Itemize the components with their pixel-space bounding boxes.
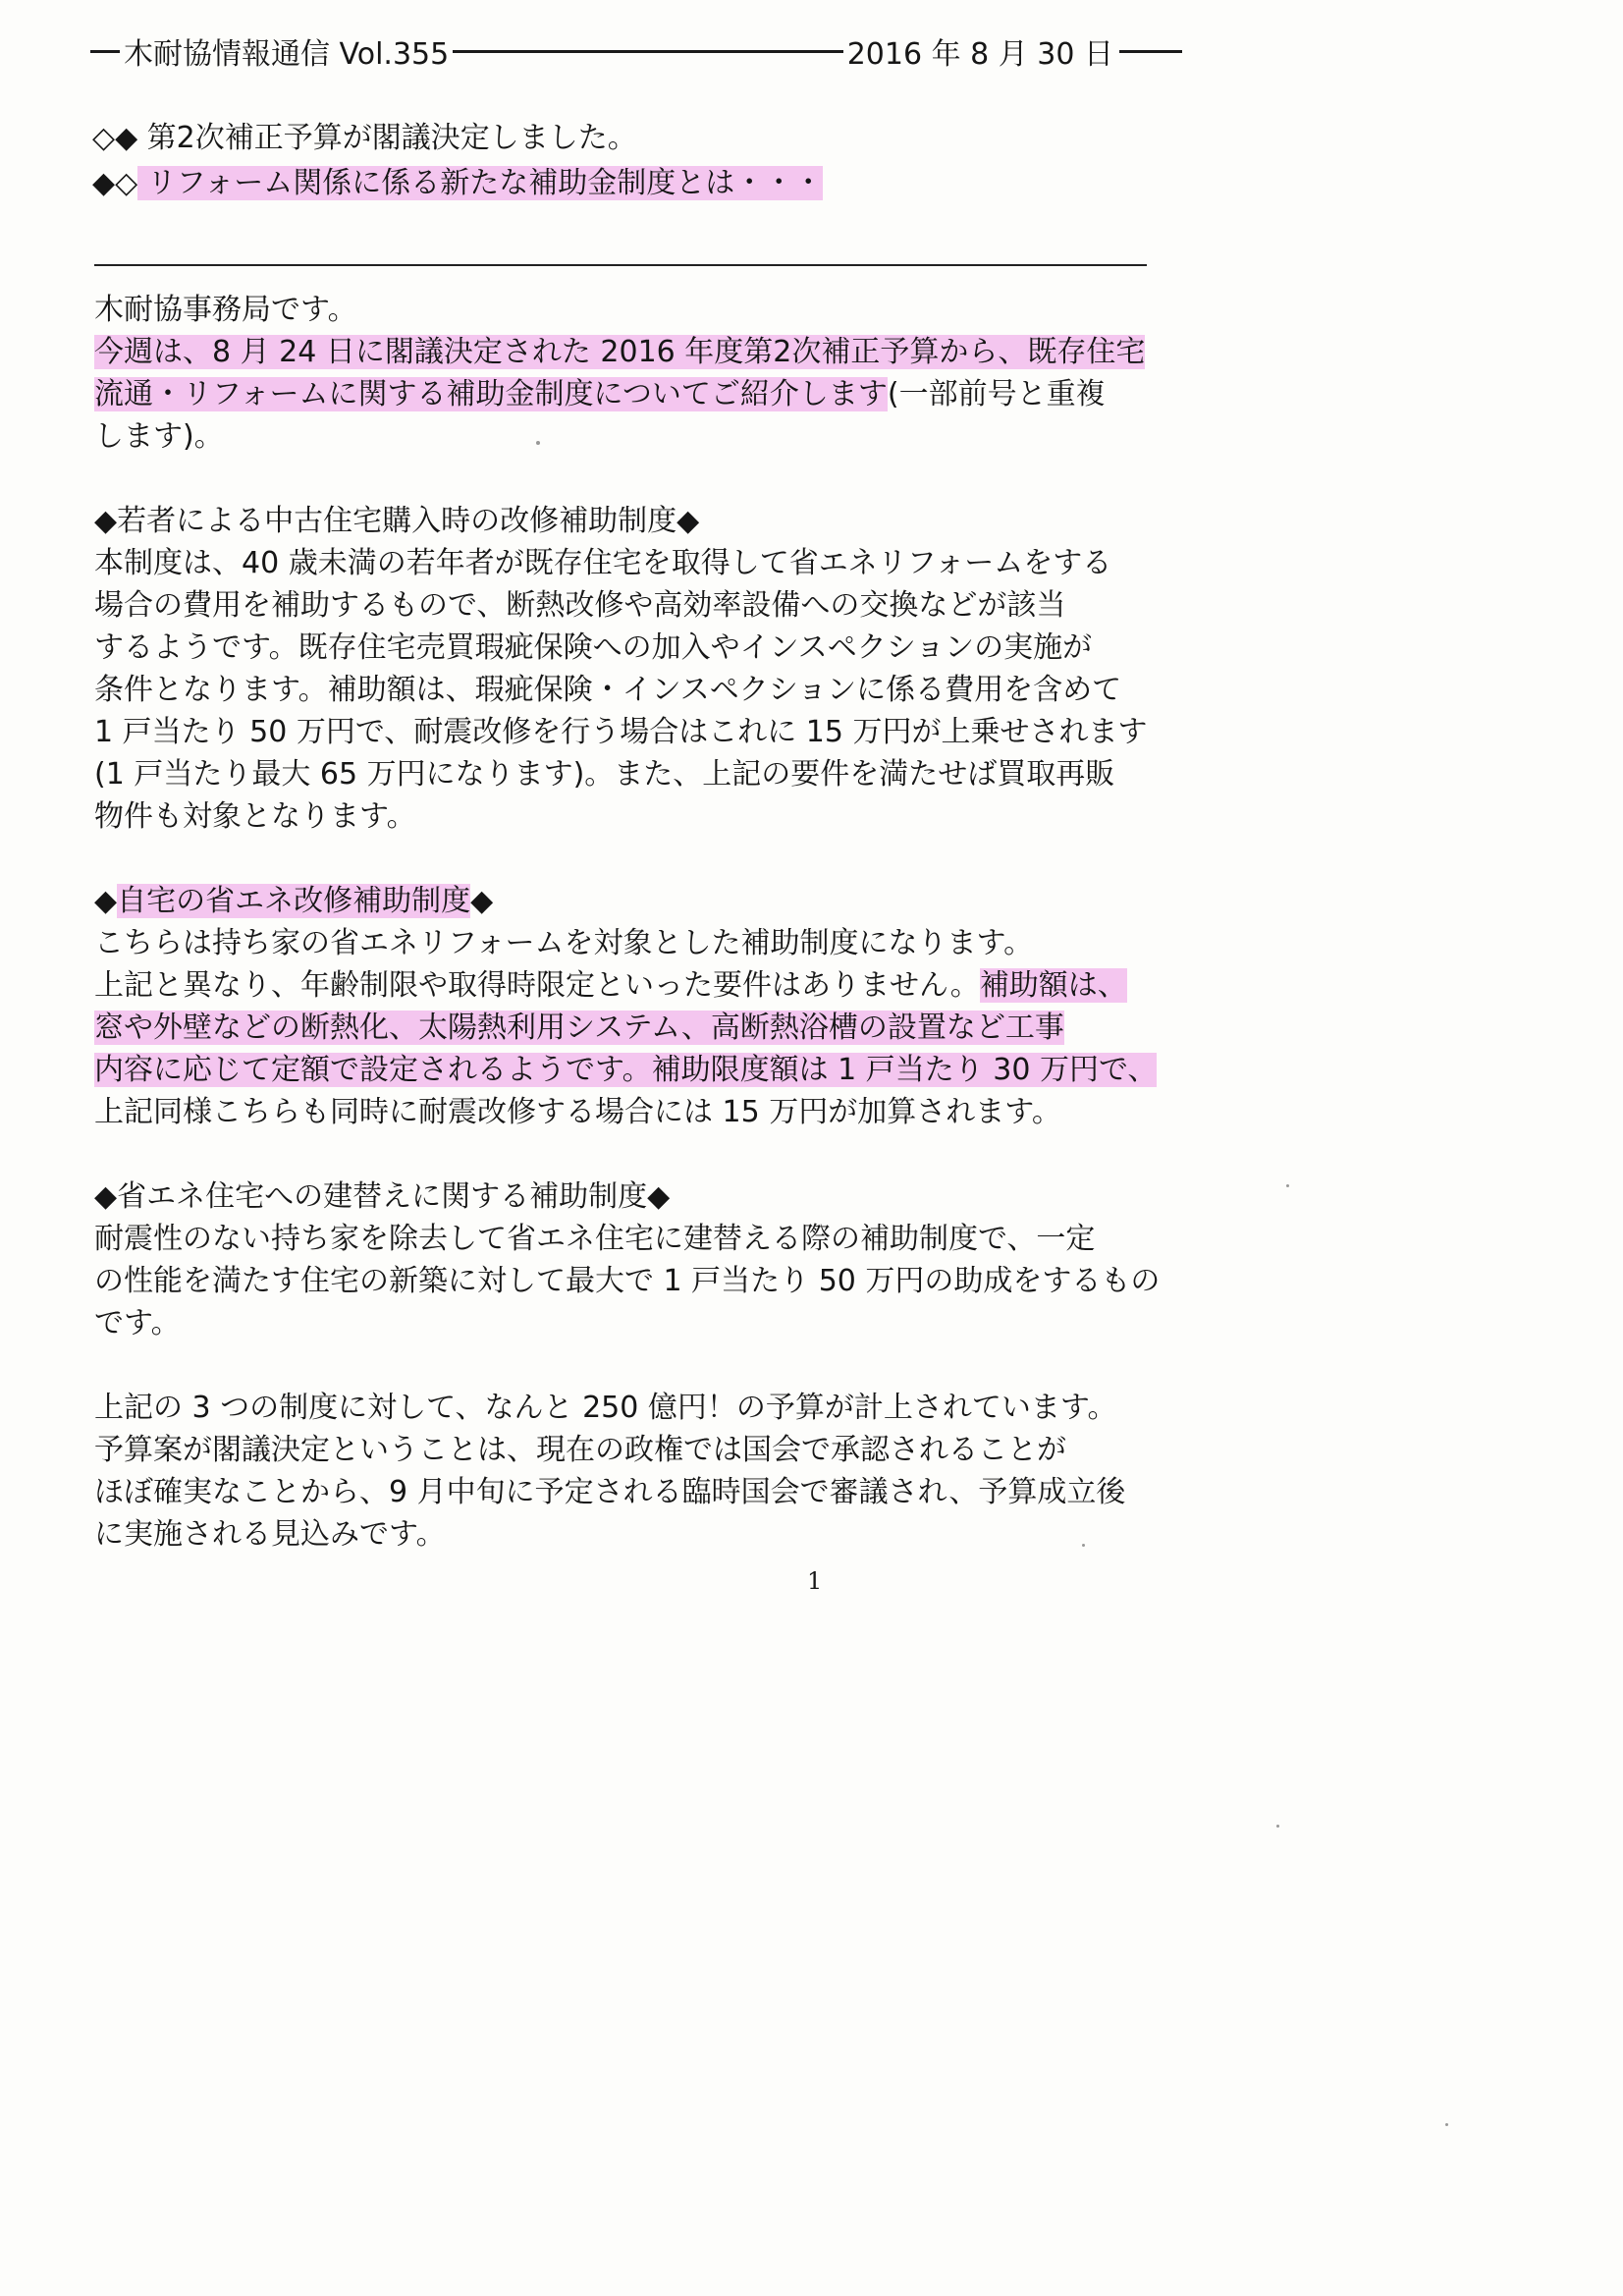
intro-line-2 <box>94 331 1253 373</box>
section-2-line-3-highlight: 窓や外壁などの断熱化、太陽熱利用システム、高断熱浴槽の設置など工事 <box>94 1011 1064 1045</box>
headline-1: ◇◆ 第2次補正予算が閣議決定しました。 <box>92 121 637 155</box>
section-2-line-5: 上記同様こちらも同時に耐震改修する場合には 15 万円が加算されます。 <box>94 1095 1061 1129</box>
section-2-line-4-highlight-2: 補助限度額は 1 戸当たり 30 万円で、 <box>651 1053 1158 1087</box>
section-1-line: (1 戸当たり最大 65 万円になります)。また、上記の要件を満たせば買取再販 <box>94 757 1115 792</box>
intro-line-1: 木耐協事務局です。 <box>94 293 357 327</box>
header-rule-lead <box>90 50 120 53</box>
section-2-line-1: こちらは持ち家の省エネリフォームを対象とした補助制度になります。 <box>94 926 1034 960</box>
headline-2-marker: ◆◇ <box>92 166 138 200</box>
section-3-line: 耐震性のない持ち家を除去して省エネ住宅に建替える際の補助制度で、一定 <box>94 1222 1096 1256</box>
page-number: 1 <box>807 1567 823 1595</box>
headline-2 <box>92 161 823 206</box>
header-rule-middle <box>453 50 842 53</box>
section-1-heading: ◆若者による中古住宅購入時の改修補助制度◆ <box>94 504 700 538</box>
headline-2-text: リフォーム関係に係る新たな補助金制度とは・・・ <box>137 166 824 200</box>
section-2-heading-highlight: 自宅の省エネ改修補助制度 <box>117 884 471 918</box>
closing-line: 上記の 3 つの制度に対して、なんと 250 億円！の予算が計上されています。 <box>94 1391 1117 1425</box>
newsletter-date: 2016 年 8 月 30 日 <box>846 37 1113 72</box>
body-text <box>94 289 1253 1556</box>
section-1-line: 場合の費用を補助するもので、断熱改修や高効率設備への交換などが該当 <box>94 588 1066 623</box>
section-2-line-2 <box>94 964 1253 1007</box>
section-1-line: 1 戸当たり 50 万円で、耐震改修を行う場合はこれに 15 万円が上乗せされます <box>94 715 1148 749</box>
intro-line-3-highlight: 流通・リフォームに関する補助金制度についてご紹介します <box>94 377 888 411</box>
section-3-line: の性能を満たす住宅の新築に対して最大で 1 戸当たり 50 万円の助成をするもの <box>94 1264 1161 1298</box>
intro-line-4: します)。 <box>94 419 224 454</box>
header-rule-tail <box>1119 50 1182 53</box>
section-3-line: です。 <box>94 1306 181 1340</box>
section-2-heading-start: ◆ <box>94 884 118 918</box>
intro-line-3 <box>94 373 1253 415</box>
section-1-line: 本制度は、40 歳未満の若年者が既存住宅を取得して省エネリフォームをする <box>94 546 1112 580</box>
headline-block <box>92 116 823 206</box>
newsletter-title: 木耐協情報通信 Vol.355 <box>124 37 450 72</box>
section-2-line-4 <box>94 1049 1253 1091</box>
closing-line: に実施される見込みです。 <box>94 1517 446 1552</box>
section-2-line-3 <box>94 1007 1253 1049</box>
section-1-line: するようです。既存住宅売買瑕疵保険への加入やインスペクションの実施が <box>94 630 1093 665</box>
separator-rule <box>94 264 1147 266</box>
section-3-heading: ◆省エネ住宅への建替えに関する補助制度◆ <box>94 1179 671 1214</box>
newsletter-header <box>90 27 1182 75</box>
section-1-line: 条件となります。補助額は、瑕疵保険・インスペクションに係る費用を含めて <box>94 673 1122 707</box>
section-2-line-2-highlight: 補助額は、 <box>979 968 1127 1003</box>
closing-line: ほぼ確実なことから、9 月中旬に予定される臨時国会で審議され、予算成立後 <box>94 1475 1126 1509</box>
intro-line-3-rest: (一部前号と重複 <box>887 377 1106 411</box>
section-2-line-4-highlight-1: 内容に応じて定額で設定されるようです。 <box>94 1053 652 1087</box>
section-2-heading <box>94 880 1253 922</box>
section-2-line-2-plain: 上記と異なり、年齢制限や取得時限定といった要件はありません。 <box>94 968 980 1003</box>
section-2-heading-end: ◆ <box>470 884 494 918</box>
closing-line: 予算案が閣議決定ということは、現在の政権では国会で承認されることが <box>94 1433 1066 1467</box>
intro-line-2-highlight: 今週は、8 月 24 日に閣議決定された 2016 年度第2次補正予算から、既存住宅 <box>94 335 1146 369</box>
section-1-line: 物件も対象となります。 <box>94 799 416 834</box>
